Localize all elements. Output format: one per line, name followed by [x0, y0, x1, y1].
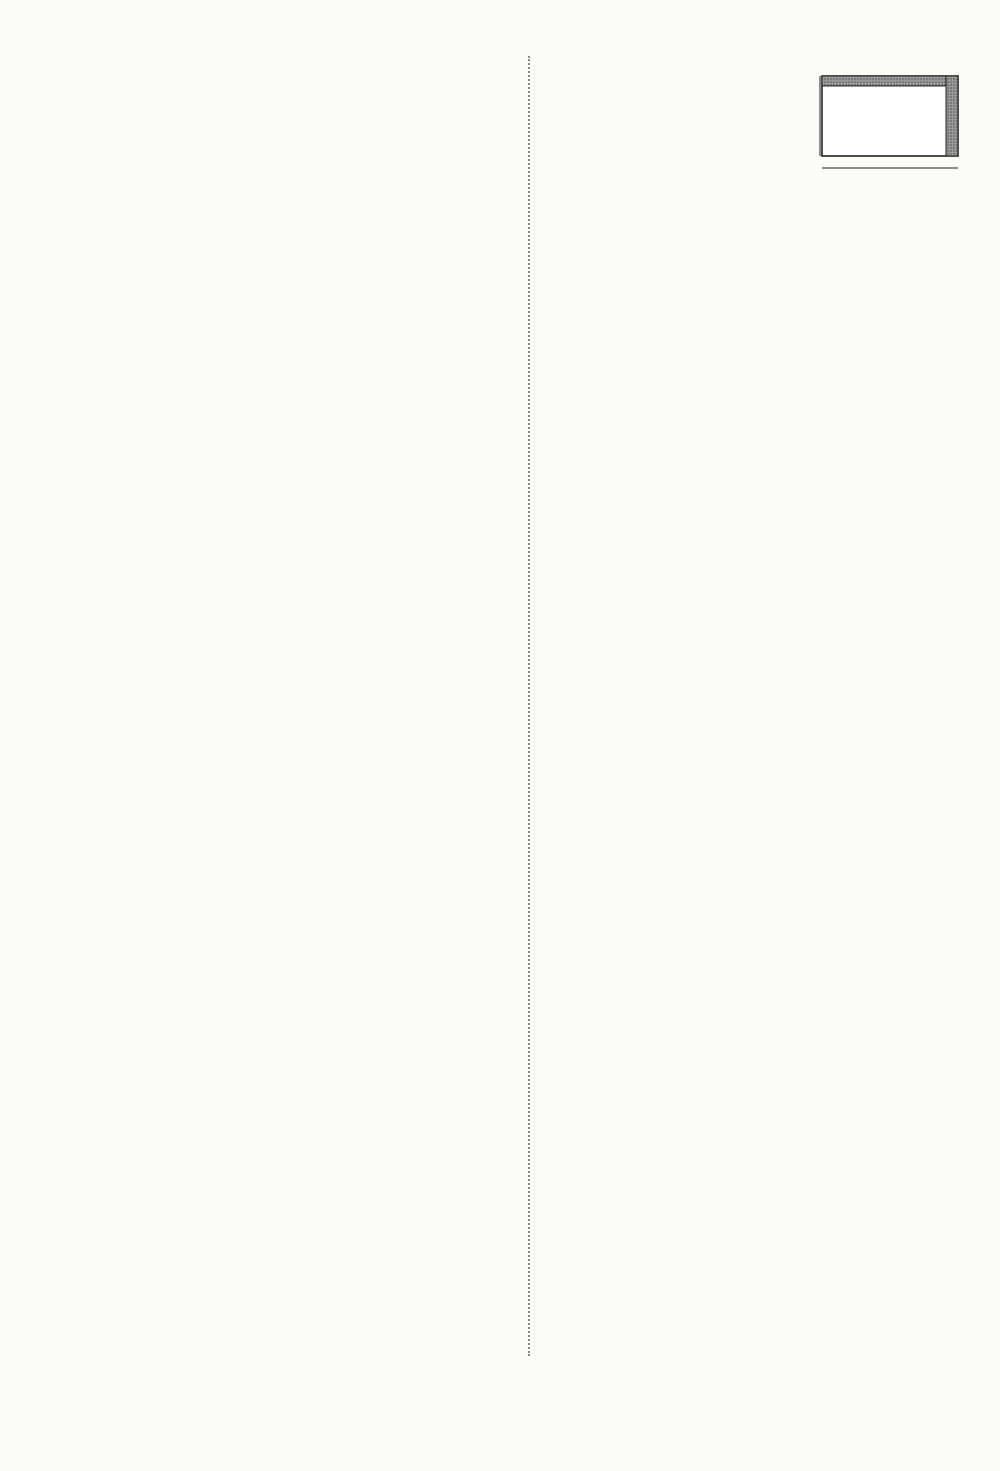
figure-right-strip — [946, 76, 958, 156]
right-column — [538, 56, 973, 1361]
watermark-logo — [810, 1373, 970, 1453]
column-divider — [528, 56, 530, 1356]
rectangle-figure — [794, 60, 974, 180]
figure-top-strip — [822, 76, 958, 86]
left-column — [92, 56, 522, 1361]
figure-outer-rect — [822, 76, 958, 156]
